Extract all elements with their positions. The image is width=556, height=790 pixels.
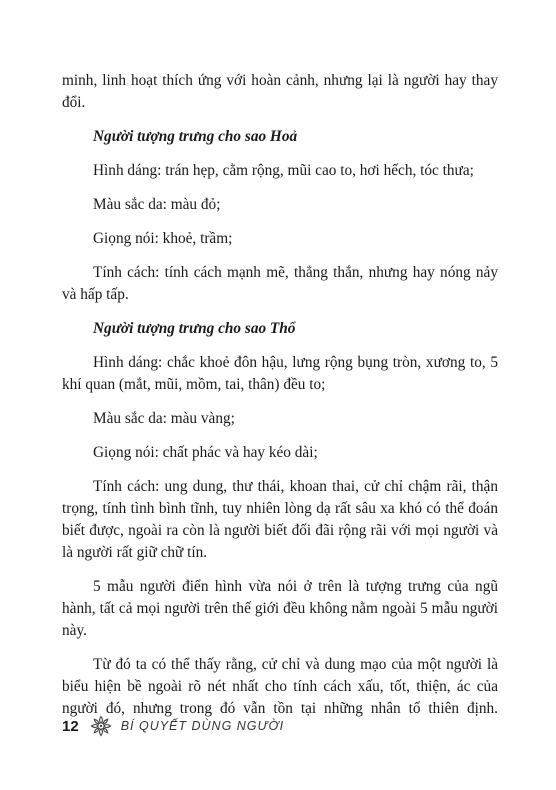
hoa-hinh-dang: Hình dáng: trán hẹp, cằm rộng, mũi cao to, hơi hếch, tóc thưa; — [93, 162, 474, 179]
lotus-ornament-icon — [89, 714, 113, 738]
hoa-mau-sac: Màu sắc da: màu đỏ; — [93, 196, 221, 213]
page-footer — [62, 712, 284, 740]
book-title: BÍ QUYẾT DÙNG NGƯỜI — [120, 719, 285, 733]
paragraph-ket-luan: Từ đó ta có thể thấy rằng, cử chỉ và dung mạo của một người là biểu hiện bề ngoài rõ nét nhất cho tính cách xấu, tốt, thiện, ác của người đó, nhưng trong đó vẫn tồn tại những nhân tố thiên định. — [62, 656, 498, 717]
tho-giong-noi: Giọng nói: chất phác và hay kéo dài; — [93, 444, 318, 461]
heading-sao-hoa: Người tượng trưng cho sao Hoả — [93, 128, 298, 145]
page-number: 12 — [62, 717, 79, 735]
hoa-giong-noi: Giọng nói: khoẻ, trầm; — [93, 230, 233, 247]
hoa-tinh-cach: Tính cách: tính cách mạnh mẽ, thẳng thắn, nhưng hay nóng nảy và hấp tấp. — [62, 264, 498, 303]
tho-tinh-cach: Tính cách: ung dung, thư thái, khoan thai, cử chỉ chậm rãi, thận trọng, tính tình bình tĩnh, tuy nhiên lòng dạ rất sâu xa khó có thể đoán biết được, ngoài ra còn là người biết đối đãi rộng rãi với mọi người và là người rất giữ chữ tín. — [62, 478, 498, 561]
tho-mau-sac: Màu sắc da: màu vàng; — [93, 410, 235, 427]
page-body — [62, 70, 498, 720]
heading-sao-tho: Người tượng trưng cho sao Thổ — [93, 320, 296, 337]
paragraph-continuation: minh, linh hoạt thích ứng với hoàn cảnh, nhưng lại là người hay thay đổi. — [62, 72, 498, 111]
paragraph-nam-mau-nguoi: 5 mẫu người điển hình vừa nói ở trên là tượng trưng của ngũ hành, tất cả mọi người trên thế giới đều không nằm ngoài 5 mẫu người này. — [62, 578, 498, 639]
tho-hinh-dang: Hình dáng: chắc khoẻ đôn hậu, lưng rộng bụng tròn, xương to, 5 khí quan (mắt, mũi, mồm, tai, thân) đều to; — [62, 354, 498, 393]
